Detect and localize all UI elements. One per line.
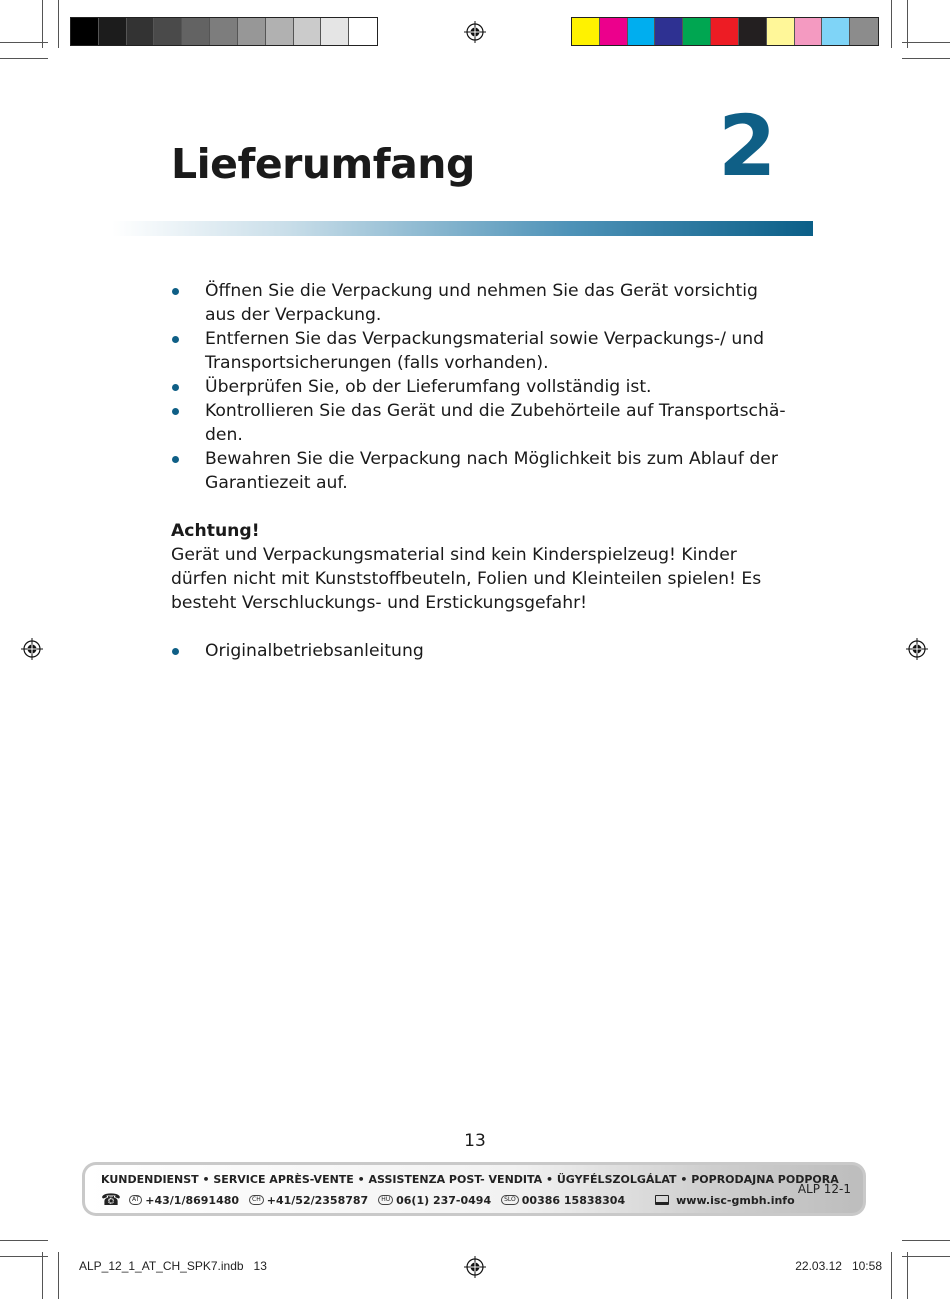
- grayscale-color-bar: [70, 17, 378, 46]
- color-swatch: [683, 18, 711, 45]
- list-item-text: Originalbetriebsanleitung: [205, 641, 424, 661]
- color-swatch: [294, 18, 322, 45]
- registration-mark-icon: [464, 21, 486, 43]
- crop-mark: [42, 0, 43, 48]
- phone-number: +43/1/8691480: [145, 1193, 240, 1207]
- bullet-icon: [172, 336, 179, 343]
- list-item-text: Kontrollieren Sie das Gerät und die Zubehörteile auf Transportschä-den.: [205, 401, 786, 445]
- color-swatch: [850, 18, 878, 45]
- crop-mark: [907, 0, 908, 48]
- color-swatch: [71, 18, 99, 45]
- color-swatch: [711, 18, 739, 45]
- color-swatch: [655, 18, 683, 45]
- chapter-number: 2: [718, 97, 777, 195]
- phone-number: 00386 15838304: [521, 1193, 626, 1207]
- list-item-text: Entfernen Sie das Verpackungsmaterial sowie Verpackungs-/ und Transportsicherungen (falls vorhanden).: [205, 329, 765, 373]
- telephone-icon: ☎: [101, 1190, 121, 1209]
- model-label: ALP 12-1: [797, 1182, 851, 1196]
- warning-title: Achtung!: [171, 521, 260, 541]
- country-code-badge: HU: [378, 1195, 393, 1205]
- bullet-icon: [172, 408, 179, 415]
- list-item: [171, 375, 791, 399]
- main-content: [171, 279, 791, 663]
- crop-mark: [891, 1252, 892, 1299]
- color-swatch: [767, 18, 795, 45]
- contact-line: [101, 1192, 795, 1208]
- crop-mark: [891, 0, 892, 48]
- registration-mark-icon: [464, 1256, 486, 1278]
- registration-mark-icon: [906, 638, 928, 660]
- service-info-box: [82, 1162, 866, 1216]
- warning-text: Gerät und Verpackungsmaterial sind kein Kinderspielzeug! Kinder dürfen nicht mit Kunststoffbeuteln, Folien und Kleinteilen spielen! Es besteht Verschluckungs- und Erstickungsgefahr!: [171, 545, 762, 613]
- laptop-icon: [655, 1195, 669, 1205]
- slug-datetime: 22.03.12 10:58: [795, 1259, 882, 1273]
- color-swatch: [154, 18, 182, 45]
- included-items-list: [171, 639, 791, 663]
- list-item-text: Überprüfen Sie, ob der Lieferumfang vollständig ist.: [205, 377, 652, 397]
- bullet-icon: [172, 288, 179, 295]
- country-code-badge: SLO: [501, 1195, 519, 1205]
- page-number: 13: [464, 1131, 486, 1151]
- list-item-text: Öffnen Sie die Verpackung und nehmen Sie das Gerät vorsichtig aus der Verpackung.: [205, 281, 758, 325]
- bullet-icon: [172, 648, 179, 655]
- country-code-badge: CH: [249, 1195, 264, 1205]
- title-gradient-bar: [112, 221, 813, 236]
- unpacking-steps-list: [171, 279, 791, 495]
- color-swatch: [739, 18, 767, 45]
- crop-mark: [58, 1252, 59, 1299]
- crop-mark: [902, 58, 950, 59]
- color-swatch: [572, 18, 600, 45]
- process-color-bar: [571, 17, 879, 46]
- crop-mark: [0, 58, 48, 59]
- list-item: [171, 327, 791, 375]
- page-title: Lieferumfang: [171, 140, 475, 188]
- color-swatch: [600, 18, 628, 45]
- crop-mark: [0, 42, 48, 43]
- bullet-icon: [172, 384, 179, 391]
- crop-mark: [58, 0, 59, 48]
- color-swatch: [628, 18, 656, 45]
- color-swatch: [210, 18, 238, 45]
- color-swatch: [127, 18, 155, 45]
- service-label: KUNDENDIENST • SERVICE APRÈS-VENTE • ASSISTENZA POST- VENDITA • ÜGYFÉLSZOLGÁLAT • POPRODAJNA PODPORA: [101, 1173, 839, 1186]
- crop-mark: [0, 1240, 48, 1241]
- country-code-badge: AT: [129, 1195, 142, 1205]
- list-item: [171, 279, 791, 327]
- list-item: [171, 447, 791, 495]
- color-swatch: [822, 18, 850, 45]
- color-swatch: [321, 18, 349, 45]
- crop-mark: [902, 1240, 950, 1241]
- phone-number: +41/52/2358787: [266, 1193, 369, 1207]
- service-info-inner: [85, 1165, 863, 1213]
- crop-mark: [902, 1256, 950, 1257]
- website-link[interactable]: www.isc-gmbh.info: [676, 1193, 795, 1207]
- color-swatch: [795, 18, 823, 45]
- color-swatch: [238, 18, 266, 45]
- list-item: [171, 399, 791, 447]
- bullet-icon: [172, 456, 179, 463]
- crop-mark: [907, 1252, 908, 1299]
- registration-mark-icon: [21, 638, 43, 660]
- crop-mark: [902, 42, 950, 43]
- phone-number: 06(1) 237-0494: [396, 1193, 492, 1207]
- crop-mark: [0, 1256, 48, 1257]
- list-item-text: Bewahren Sie die Verpackung nach Möglichkeit bis zum Ablauf der Garantiezeit auf.: [205, 449, 778, 493]
- color-swatch: [99, 18, 127, 45]
- slug-file-info: ALP_12_1_AT_CH_SPK7.indb 13: [79, 1259, 267, 1273]
- list-item: [171, 639, 791, 663]
- color-swatch: [182, 18, 210, 45]
- color-swatch: [266, 18, 294, 45]
- color-swatch: [349, 18, 377, 45]
- crop-mark: [42, 1252, 43, 1299]
